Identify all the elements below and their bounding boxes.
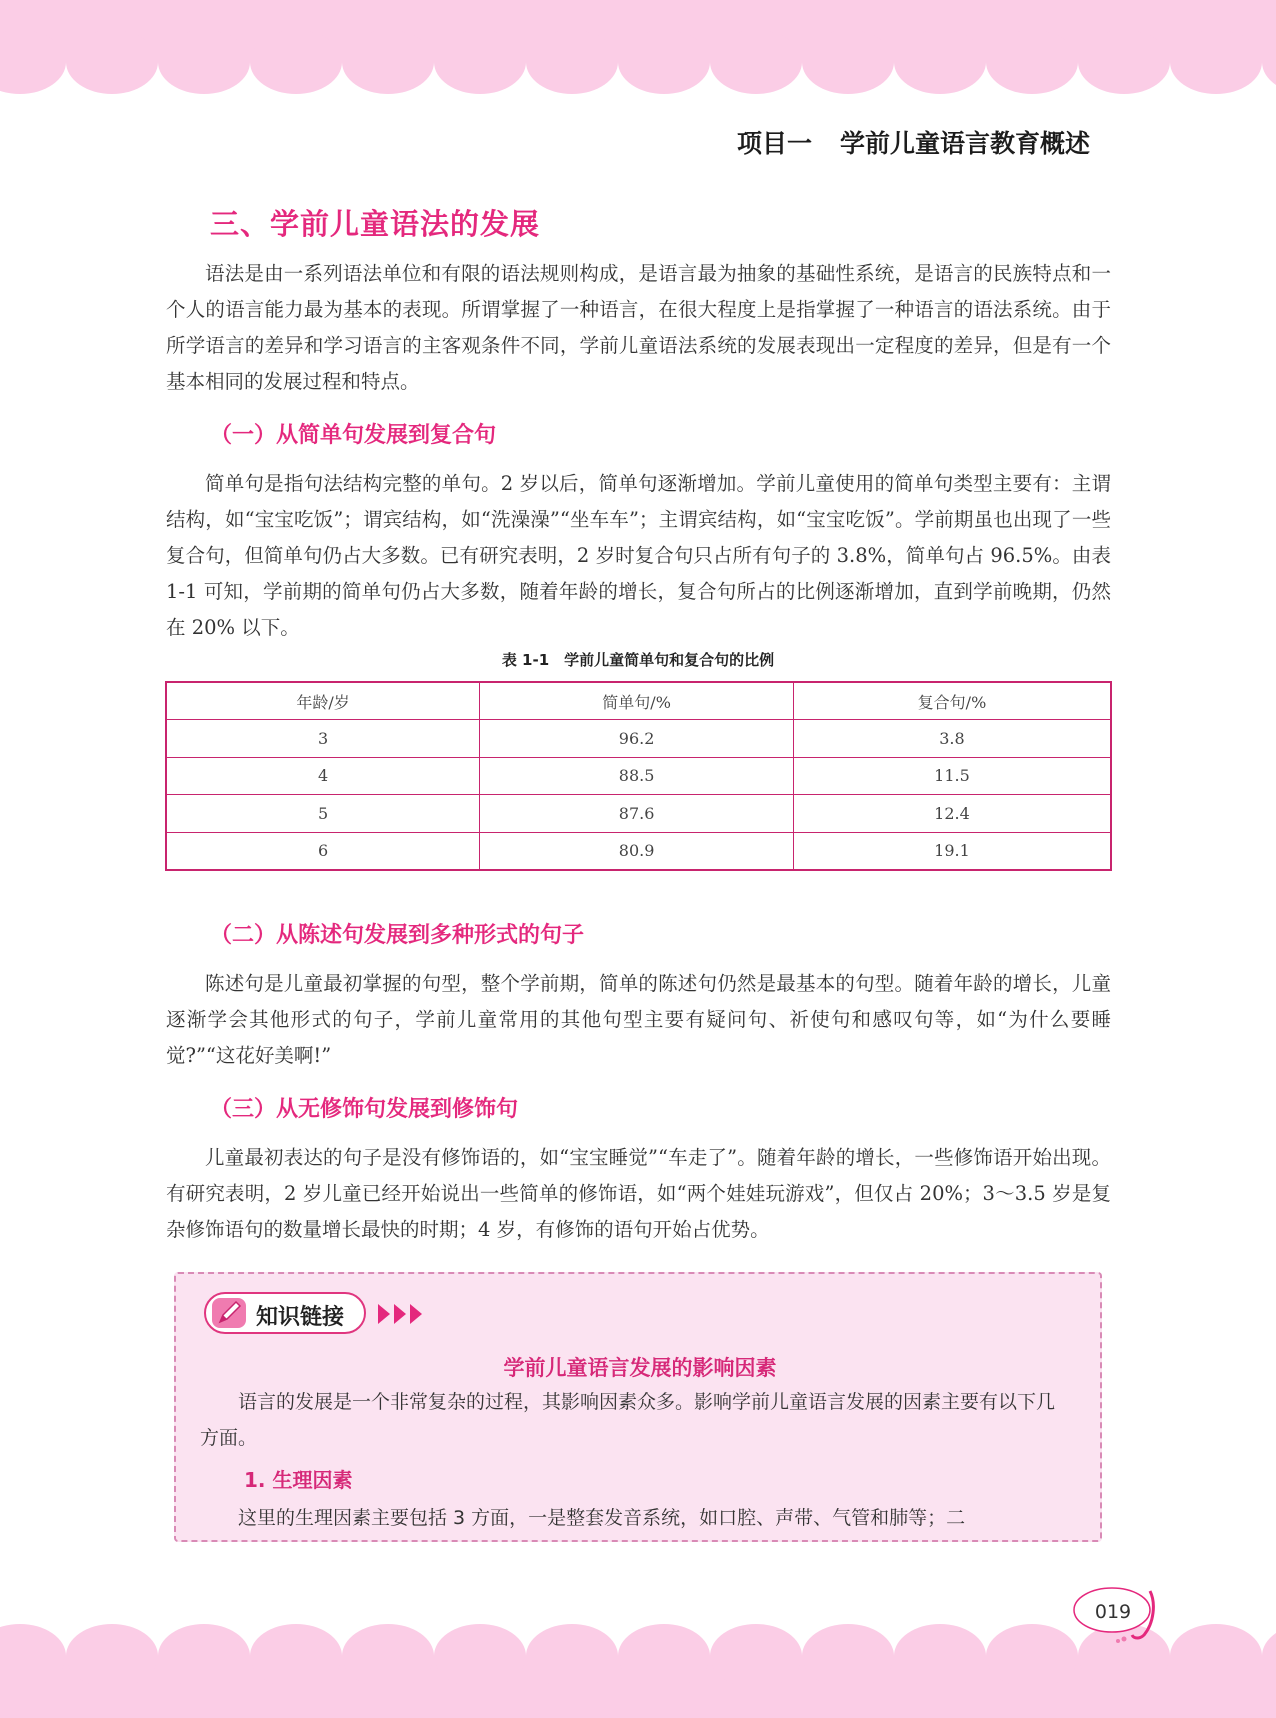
knowledge-title: 学前儿童语言发展的影响因素 xyxy=(503,1356,777,1380)
table-header-row xyxy=(166,682,1111,720)
subsection-3-paragraph: 儿童最初表达的句子是没有修饰语的，如“宝宝睡觉”“车走了”。随着年龄的增长，一些修饰语开始出现。有研究表明，2 岁儿童已经开始说出一些简单的修饰语，如“两个娃娃玩游戏”，但仅占 20%；3～3.5 岁是复杂修饰语句的数量增长最快的时期；4 岁，有修饰的语句开始占优势。 xyxy=(166,1146,1111,1241)
triple-arrow-icon xyxy=(376,1301,428,1327)
section-title: 三、学前儿童语法的发展 xyxy=(210,207,541,241)
subsection-2-paragraph: 陈述句是儿童最初掌握的句型，整个学前期，简单的陈述句仍然是最基本的句型。随着年龄的增长，儿童逐渐学会其他形式的句子，学前儿童常用的其他句型主要有疑问句、祈使句和感叹句等，如“为什么要睡觉?”“这花好美啊!” xyxy=(166,972,1111,1067)
table-cell: 80.9 xyxy=(480,832,794,870)
subsection-1-paragraph: 简单句是指句法结构完整的单句。2 岁以后，简单句逐渐增加。学前儿童使用的简单句类型主要有：主谓结构，如“宝宝吃饭”；谓宾结构，如“洗澡澡”“坐车车”；主谓宾结构，如“宝宝吃饭”。学前期虽也出现了一些复合句，但简单句仍占大多数。已有研究表明，2 岁时复合句只占所有句子的 3.8%，简单句占 96.5%。由表 1-1 可知，学前期的简单句仍占大多数，随着年龄的增长，复合句所占的比例逐渐增加，直到学前晚期，仍然在 20% 以下。 xyxy=(166,472,1111,639)
table-cell: 3 xyxy=(166,720,480,758)
subsection-title-2: （二）从陈述句发展到多种形式的句子 xyxy=(210,923,585,948)
table-cell: 3.8 xyxy=(793,720,1111,758)
pencil-icon xyxy=(210,1296,250,1330)
table-caption: 表 1-1 学前儿童简单句和复合句的比例 xyxy=(501,651,775,669)
running-header-project: 项目一 xyxy=(736,129,812,158)
page-number: 019 xyxy=(1094,1601,1132,1623)
running-header-chapter: 学前儿童语言教育概述 xyxy=(839,129,1090,158)
table-header-cell: 简单句/% xyxy=(480,682,794,720)
top-decorative-band xyxy=(0,0,1276,100)
table-cell: 12.4 xyxy=(793,795,1111,833)
table-cell: 87.6 xyxy=(480,795,794,833)
subsection-title-3: （三）从无修饰句发展到修饰句 xyxy=(210,1097,519,1122)
knowledge-link-badge xyxy=(204,1292,366,1334)
subsection-title-1: （一）从简单句发展到复合句 xyxy=(210,423,497,448)
knowledge-intro-paragraph: 语言的发展是一个非常复杂的过程，其影响因素众多。影响学前儿童语言发展的因素主要有以下几方面。 xyxy=(200,1391,1056,1449)
sentence-ratio-table xyxy=(165,681,1112,871)
knowledge-link-label: 知识链接 xyxy=(256,1305,345,1330)
table-header-cell: 年龄/岁 xyxy=(166,682,480,720)
table-cell: 96.2 xyxy=(480,720,794,758)
knowledge-subtitle: 1. 生理因素 xyxy=(244,1468,353,1492)
table-row xyxy=(166,832,1111,870)
table-row xyxy=(166,795,1111,833)
table-cell: 6 xyxy=(166,832,480,870)
table-row xyxy=(166,757,1111,795)
table-row xyxy=(166,720,1111,758)
table-header-cell: 复合句/% xyxy=(793,682,1111,720)
knowledge-sub-paragraph: 这里的生理因素主要包括 3 方面，一是整套发音系统，如口腔、声带、气管和肺等；二 xyxy=(238,1507,966,1529)
table-cell: 19.1 xyxy=(793,832,1111,870)
table-cell: 4 xyxy=(166,757,480,795)
table-cell: 5 xyxy=(166,795,480,833)
knowledge-link-box xyxy=(174,1272,1102,1542)
table-cell: 11.5 xyxy=(793,757,1111,795)
running-header xyxy=(737,124,1090,160)
section-intro-paragraph: 语法是由一系列语法单位和有限的语法规则构成，是语言最为抽象的基础性系统，是语言的民族特点和一个人的语言能力最为基本的表现。所谓掌握了一种语言，在很大程度上是指掌握了一种语言的语法系统。由于所学语言的差异和学习语言的主客观条件不同，学前儿童语法系统的发展表现出一定程度的差异，但是有一个基本相同的发展过程和特点。 xyxy=(166,262,1111,393)
table-cell: 88.5 xyxy=(480,757,794,795)
